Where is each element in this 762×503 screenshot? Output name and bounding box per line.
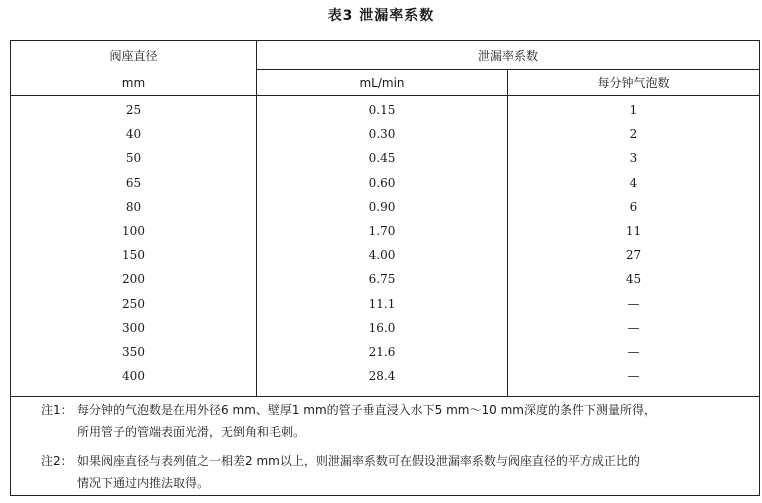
cell-bubbles: 6 — [629, 199, 638, 214]
cell-diameter: 400 — [122, 369, 145, 384]
cell-rate: 0.90 — [368, 199, 396, 214]
cell-rate: 0.60 — [368, 175, 396, 190]
cell-diameter: 100 — [122, 224, 145, 238]
notes-rule — [11, 396, 759, 397]
header-rate-unit: mL/min — [359, 76, 405, 90]
cell-bubbles: 2 — [629, 127, 638, 142]
note2-line1: 如果阀座直径与表列值之一相差2 mm以上，则泄漏率系数可在假设泄漏率系数与阀座直径的平方成正比的 — [77, 454, 640, 468]
cell-bubbles: — — [627, 320, 640, 335]
cell-bubbles: 11 — [625, 224, 642, 238]
cell-diameter: 200 — [122, 272, 145, 287]
header-diameter-unit: mm — [121, 76, 146, 90]
cell-rate: 11.1 — [368, 296, 396, 311]
cell-rate: 4.00 — [368, 248, 396, 263]
cell-diameter: 80 — [125, 199, 142, 214]
cell-diameter: 25 — [125, 103, 142, 117]
cell-bubbles: — — [627, 369, 640, 384]
cell-diameter: 150 — [122, 248, 145, 263]
cell-rate: 0.45 — [368, 151, 396, 166]
cell-diameter: 50 — [125, 151, 142, 166]
cell-diameter: 65 — [125, 175, 142, 190]
cell-bubbles: — — [627, 345, 640, 359]
cell-rate: 21.6 — [368, 345, 396, 359]
cell-bubbles: 27 — [625, 248, 642, 263]
note2-line2: 情况下通过内推法取得。 — [77, 476, 210, 490]
cell-bubbles: 4 — [629, 175, 638, 190]
cell-bubbles: 45 — [625, 272, 642, 287]
header-rule — [11, 95, 759, 96]
header-diameter: 阀座直径 — [109, 49, 158, 63]
cell-diameter: 250 — [122, 296, 145, 311]
cell-diameter: 350 — [122, 345, 145, 359]
leakage-table — [10, 40, 760, 496]
cell-rate: 6.75 — [368, 272, 396, 287]
header-bubbles: 每分钟气泡数 — [597, 76, 670, 90]
note2-label: 注2： — [41, 454, 73, 468]
cell-bubbles: 1 — [629, 103, 638, 117]
note1-label: 注1： — [41, 403, 73, 417]
cell-rate: 28.4 — [368, 369, 396, 384]
cell-rate: 16.0 — [368, 320, 396, 335]
cell-rate: 0.15 — [368, 103, 396, 117]
note1-line2: 所用管子的管端表面光滑，无倒角和毛刺。 — [77, 425, 306, 439]
cell-diameter: 40 — [125, 127, 142, 142]
note1-line1: 每分钟的气泡数是在用外径6 mm、壁厚1 mm的管子垂直浸入水下5 mm～10 mm深度的条件下测量所得， — [77, 403, 656, 417]
cell-bubbles: 3 — [629, 151, 638, 166]
table-title: 表3 泄漏率系数 — [327, 8, 435, 24]
cell-diameter: 300 — [122, 320, 145, 335]
col-divider-1 — [256, 41, 257, 396]
cell-bubbles: — — [627, 296, 640, 311]
cell-rate: 0.30 — [368, 127, 396, 142]
header-leakage-group: 泄漏率系数 — [477, 49, 538, 63]
cell-rate: 1.70 — [368, 224, 396, 238]
